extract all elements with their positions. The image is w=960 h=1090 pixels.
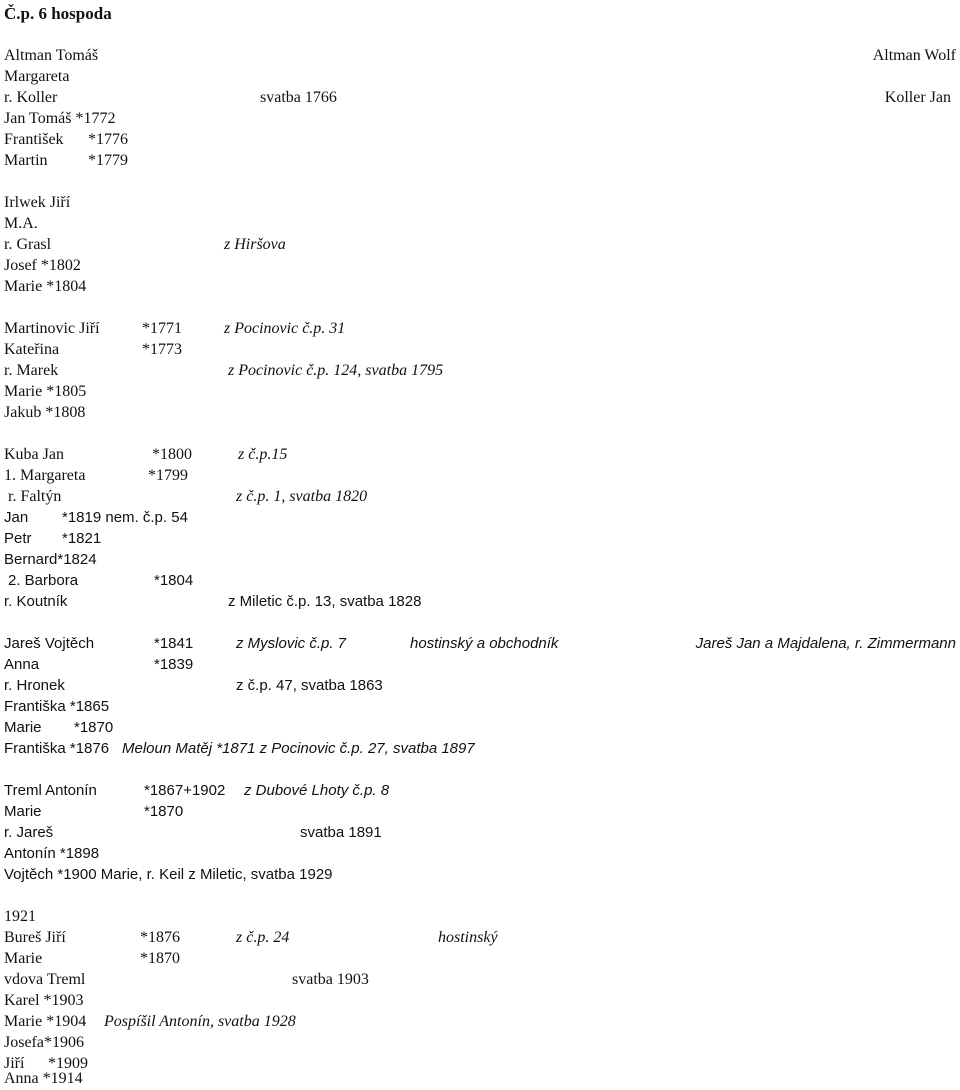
altman-wife-maiden: r. Koller bbox=[4, 89, 58, 106]
altman-child-1: Jan Tomáš *1772 bbox=[4, 110, 116, 127]
treml-line-3 bbox=[4, 822, 956, 843]
kuba-wife-2: 2. Barbora bbox=[8, 572, 79, 589]
kuba-name: Kuba Jan bbox=[4, 446, 64, 463]
jares-child-3-spouse: Meloun Matěj *1871 z Pocinovic č.p. 27, svatba 1897 bbox=[122, 740, 475, 757]
martinovic-wife-birth: *1773 bbox=[142, 341, 182, 358]
bures-year: 1921 bbox=[4, 908, 36, 925]
treml-wife: Marie bbox=[4, 803, 42, 820]
jares-line-3 bbox=[4, 675, 956, 696]
kuba-wife-1-birth: *1799 bbox=[148, 467, 188, 484]
martinovic-wedding: z Pocinovic č.p. 124, svatba 1795 bbox=[228, 362, 444, 379]
irlwek-child-1: Josef *1802 bbox=[4, 257, 81, 274]
jares-child-1: Františka *1865 bbox=[4, 698, 110, 715]
irlwek-name: Irlwek Jiří bbox=[4, 194, 71, 211]
altman-line-4 bbox=[4, 108, 956, 129]
treml-origin: z Dubové Lhoty č.p. 8 bbox=[244, 782, 390, 799]
irlwek-line-5 bbox=[4, 276, 956, 297]
martinovic-child-2: Jakub *1808 bbox=[4, 404, 86, 421]
bures-child-4-name: Jiří bbox=[4, 1055, 25, 1072]
kuba-line-5 bbox=[4, 528, 956, 549]
jares-wife: Anna bbox=[4, 656, 40, 673]
altman-wife-father: Koller Jan bbox=[884, 89, 951, 106]
martinovic-name: Martinovic Jiří bbox=[4, 320, 100, 337]
treml-child-1: Antonín *1898 bbox=[4, 845, 100, 862]
jares-line-2 bbox=[4, 654, 956, 675]
jares-parents: Jareš Jan a Majdalena, r. Zimmermann bbox=[695, 635, 956, 652]
kuba-line-2 bbox=[4, 465, 956, 486]
martinovic-child-1: Marie *1805 bbox=[4, 383, 87, 400]
bures-name: Bureš Jiří bbox=[4, 929, 66, 946]
altman-line-1 bbox=[4, 45, 956, 66]
kuba-line-7 bbox=[4, 570, 956, 591]
martinovic-wife: Kateřina bbox=[4, 341, 60, 358]
jares-line-4 bbox=[4, 696, 956, 717]
kuba-line-6 bbox=[4, 549, 956, 570]
jares-line-6 bbox=[4, 738, 956, 759]
bures-line-5 bbox=[4, 990, 956, 1011]
martinovic-line-3 bbox=[4, 360, 956, 381]
jares-child-2-name: Marie bbox=[4, 719, 42, 736]
jares-child-3: Františka *1876 bbox=[4, 740, 110, 757]
irlwek-line-4 bbox=[4, 255, 956, 276]
bures-child-2: Marie *1904 bbox=[4, 1013, 87, 1030]
kuba-line-1 bbox=[4, 444, 956, 465]
jares-name: Jareš Vojtěch bbox=[4, 635, 95, 652]
kuba-birth: *1800 bbox=[152, 446, 192, 463]
altman-wife: Margareta bbox=[4, 68, 70, 85]
treml-wife-maiden: r. Jareš bbox=[4, 824, 54, 841]
martinovic-origin: z Pocinovic č.p. 31 bbox=[224, 320, 346, 337]
bures-child-3: Josefa*1906 bbox=[4, 1034, 84, 1051]
bures-line-1 bbox=[4, 906, 956, 927]
altman-line-6 bbox=[4, 150, 956, 171]
bures-child-5: Anna *1914 bbox=[4, 1070, 83, 1087]
jares-wedding: z č.p. 47, svatba 1863 bbox=[236, 677, 383, 694]
bures-line-6 bbox=[4, 1011, 956, 1032]
jares-line-1 bbox=[4, 633, 956, 654]
martinovic-line-4 bbox=[4, 381, 956, 402]
bures-child-2-spouse: Pospíšil Antonín, svatba 1928 bbox=[104, 1013, 296, 1030]
kuba-wedding-2: z Miletic č.p. 13, svatba 1828 bbox=[228, 593, 422, 610]
irlwek-wife-maiden: r. Grasl bbox=[4, 236, 52, 253]
kuba-child-2-name: Petr bbox=[4, 530, 32, 547]
altman-line-5 bbox=[4, 129, 956, 150]
treml-wedding: svatba 1891 bbox=[300, 824, 382, 841]
kuba-child-3: Bernard*1824 bbox=[4, 551, 97, 568]
altman-child-2-name: František bbox=[4, 131, 64, 148]
jares-occupation: hostinský a obchodník bbox=[410, 635, 559, 652]
irlwek-wife: M.A. bbox=[4, 215, 38, 232]
altman-father: Altman Wolf bbox=[872, 47, 956, 64]
irlwek-child-2: Marie *1804 bbox=[4, 278, 87, 295]
bures-line-9 bbox=[4, 1068, 956, 1089]
treml-line-1 bbox=[4, 780, 956, 801]
bures-line-7 bbox=[4, 1032, 956, 1053]
kuba-line-3 bbox=[4, 486, 956, 507]
bures-wife-birth: *1870 bbox=[140, 950, 180, 967]
bures-child-1: Karel *1903 bbox=[4, 992, 84, 1009]
kuba-wife-2-maiden: r. Koutník bbox=[4, 593, 68, 610]
kuba-line-4 bbox=[4, 507, 956, 528]
treml-child-2: Vojtěch *1900 Marie, r. Keil z Miletic, svatba 1929 bbox=[4, 866, 333, 883]
martinovic-line-2 bbox=[4, 339, 956, 360]
treml-line-5 bbox=[4, 864, 956, 885]
altman-child-2-birth: *1776 bbox=[88, 131, 128, 148]
bures-birth: *1876 bbox=[140, 929, 180, 946]
kuba-origin: z č.p.15 bbox=[238, 446, 288, 463]
altman-line-3 bbox=[4, 87, 956, 108]
martinovic-birth: *1771 bbox=[142, 320, 182, 337]
altman-line-2 bbox=[4, 66, 956, 87]
bures-wedding: svatba 1903 bbox=[292, 971, 369, 988]
kuba-child-1-name: Jan bbox=[4, 509, 29, 526]
martinovic-line-5 bbox=[4, 402, 956, 423]
bures-line-4 bbox=[4, 969, 956, 990]
jares-origin: z Myslovic č.p. 7 bbox=[236, 635, 347, 652]
kuba-child-1-info: *1819 nem. č.p. 54 bbox=[62, 509, 188, 526]
altman-name: Altman Tomáš bbox=[4, 47, 99, 64]
kuba-wife-1: 1. Margareta bbox=[4, 467, 86, 484]
altman-child-3-name: Martin bbox=[4, 152, 48, 169]
page-title: Č.p. 6 hospoda bbox=[4, 4, 112, 23]
kuba-child-2-birth: *1821 bbox=[62, 530, 102, 547]
kuba-wife-2-birth: *1804 bbox=[154, 572, 194, 589]
irlwek-line-3 bbox=[4, 234, 956, 255]
bures-line-3 bbox=[4, 948, 956, 969]
jares-line-5 bbox=[4, 717, 956, 738]
bures-origin: z č.p. 24 bbox=[236, 929, 290, 946]
jares-birth: *1841 bbox=[154, 635, 194, 652]
treml-wife-birth: *1870 bbox=[144, 803, 184, 820]
treml-dates: *1867+1902 bbox=[144, 782, 226, 799]
altman-wedding: svatba 1766 bbox=[260, 89, 337, 106]
bures-child-4-birth: *1909 bbox=[48, 1055, 88, 1072]
martinovic-line-1 bbox=[4, 318, 956, 339]
bures-line-2 bbox=[4, 927, 956, 948]
jares-wife-maiden: r. Hronek bbox=[4, 677, 65, 694]
kuba-wife-1-maiden: r. Faltýn bbox=[8, 488, 62, 505]
martinovic-wife-maiden: r. Marek bbox=[4, 362, 59, 379]
irlwek-line-1 bbox=[4, 192, 956, 213]
jares-child-2-birth: *1870 bbox=[74, 719, 114, 736]
kuba-line-8 bbox=[4, 591, 956, 612]
bures-wife: Marie bbox=[4, 950, 43, 967]
jares-wife-birth: *1839 bbox=[154, 656, 194, 673]
treml-name: Treml Antonín bbox=[4, 782, 97, 799]
treml-line-4 bbox=[4, 843, 956, 864]
altman-child-3-birth: *1779 bbox=[88, 152, 128, 169]
bures-wife-note: vdova Treml bbox=[4, 971, 86, 988]
irlwek-line-2 bbox=[4, 213, 956, 234]
irlwek-wife-origin: z Hiršova bbox=[224, 236, 286, 253]
bures-occupation: hostinský bbox=[438, 929, 498, 946]
treml-line-2 bbox=[4, 801, 956, 822]
kuba-wedding-1: z č.p. 1, svatba 1820 bbox=[236, 488, 368, 505]
